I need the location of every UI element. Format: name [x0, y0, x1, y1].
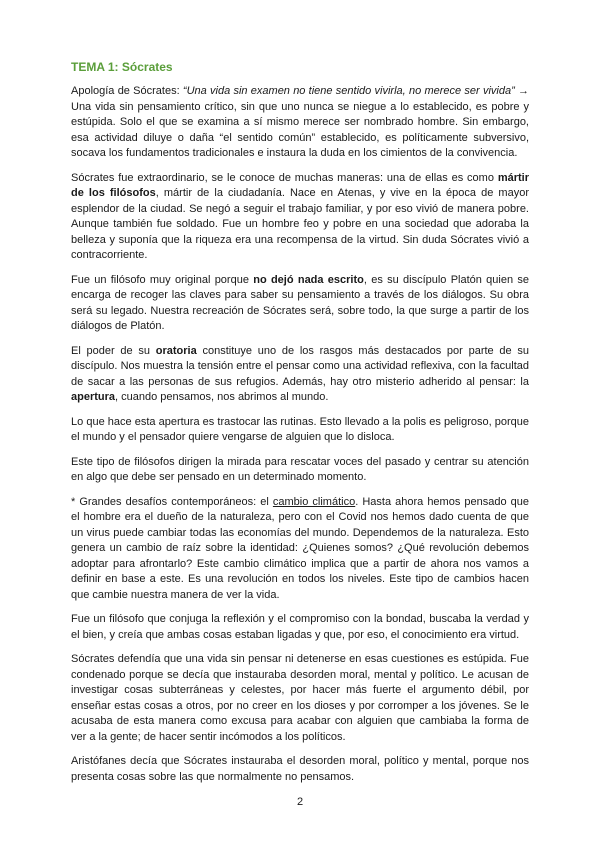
text: Fue un filósofo muy original porque [71, 273, 254, 286]
bold-text: no dejó nada escrito [253, 273, 364, 286]
section-title: TEMA 1: Sócrates [71, 60, 173, 74]
text: , mártir de la ciudadanía. Nace en Atenas, y vive en la época de mayor esplendor de la ciudad. Se negó a seguir el trabajo familiar, y por eso vivió de manera pobre. Aunque también fue soldado. Fue un hombre feo y pobre en una sociedad que adoraba la belleza y suponía que la riqueza era una recompensa de la virtud. Sin duda Sócrates vivió a contracorriente. [71, 187, 529, 261]
document-page [71, 60, 529, 794]
paragraph-apologia [71, 84, 529, 162]
paragraph-condena: Sócrates defendía que una vida sin pensar ni detenerse en esas cuestiones es estúpida. Fue condenado porque se decía que instauraba desorden moral, mental y político. Le acusan de investigar cosas subterráneas y celestes, por hacer más fuerte el argumento débil, por enseñar estas cosas a otros, por no creer en los dioses y por corromper a los jóvenes. Se le acusaba de esta manera como excusa para acabar con alguien que cambiaba la forma de ver a la gente; de hacer sentir incómodos a los políticos. [71, 653, 529, 743]
paragraph-filosofos: Este tipo de filósofos dirigen la mirada para rescatar voces del pasado y centrar su atención en algo que debe ser pensado en un determinado momento. [71, 455, 529, 483]
paragraph-original [71, 273, 529, 335]
bold-text: mártir de los filósofos [71, 171, 529, 199]
text: → Una vida sin pensamiento crítico, sin que uno nunca se niegue a lo establecido, es pobre y estúpida. Solo el que se examina a sí mismo merece ser nombrado hombre. Sin embargo, esa actividad diluye o daña “el sentido común” establecido, es políticamente subversivo, socava los fundamentos tradicionales e instaura la duda en los cimientos de la convivencia. [71, 85, 529, 159]
bold-text: oratoria [155, 344, 197, 357]
text: El poder de su [71, 344, 156, 357]
paragraph-extraordinario [71, 171, 529, 264]
paragraph-desafios [71, 495, 529, 604]
text: * Grandes desafíos contemporáneos: el [71, 495, 273, 508]
text: Sócrates fue extraordinario, se le conoce de muchas maneras: una de ellas es como [71, 171, 498, 184]
text: , cuando pensamos, nos abrimos al mundo. [115, 391, 329, 403]
bold-text: apertura [71, 391, 116, 403]
underlined-text: cambio climático [272, 495, 356, 508]
text: constituye uno de los rasgos más destacados por parte de su discípulo. Nos muestra la tensión entre el pensar como una actividad reflexiva, con la facultad de sacar a las personas de sus refugios. Además, hay otro misterio adherido al pensar: la [71, 344, 529, 388]
text: , es su discípulo Platón quien se encarga de recoger las claves para saber su pensamiento a través de los diálogos. Su obra será su legado. Nuestra recreación de Sócrates será, sobre todo, la que surge a partir de los diálogos de Platón. [71, 273, 529, 332]
paragraph-oratoria [71, 344, 529, 406]
paragraph-apertura: Lo que hace esta apertura es trastocar las rutinas. Esto llevado a la polis es peligroso, porque el mundo y el pensador quiere vengarse de alguien que lo disloca. [71, 415, 529, 443]
text: Apología de Sócrates: [71, 85, 183, 97]
quote: “Una vida sin examen no tiene sentido vivirla, no merece ser vivida” [182, 85, 515, 97]
paragraph-bondad: Fue un filósofo que conjuga la reflexión y el compromiso con la bondad, buscaba la verdad y el bien, y creía que ambas cosas estaban ligadas y que, por eso, el conocimiento era virtud. [71, 613, 529, 641]
page-number: 2 [296, 796, 304, 808]
paragraph-aristofanes: Aristófanes decía que Sócrates instauraba el desorden moral, político y mental, porque nos presenta cosas sobre las que normalmente no pensamos. [71, 755, 529, 783]
text: . Hasta ahora hemos pensado que el hombre era el dueño de la naturaleza, pero con el Covid nos hemos dado cuenta de que un virus puede cambiar todas las economías del mundo. Dependemos de la naturaleza. Esto genera un cambio de raíz sobre la identidad: ¿Quienes somos? ¿Qué revolución debemos adoptar para afrontarlo? Este cambio climático implica que a partir de ahora nos vamos a definir en base a este. Es una revolución en todos los niveles. Este tipo de cambios hacen que cambie nuestra manera de ver la vida. [71, 495, 529, 601]
